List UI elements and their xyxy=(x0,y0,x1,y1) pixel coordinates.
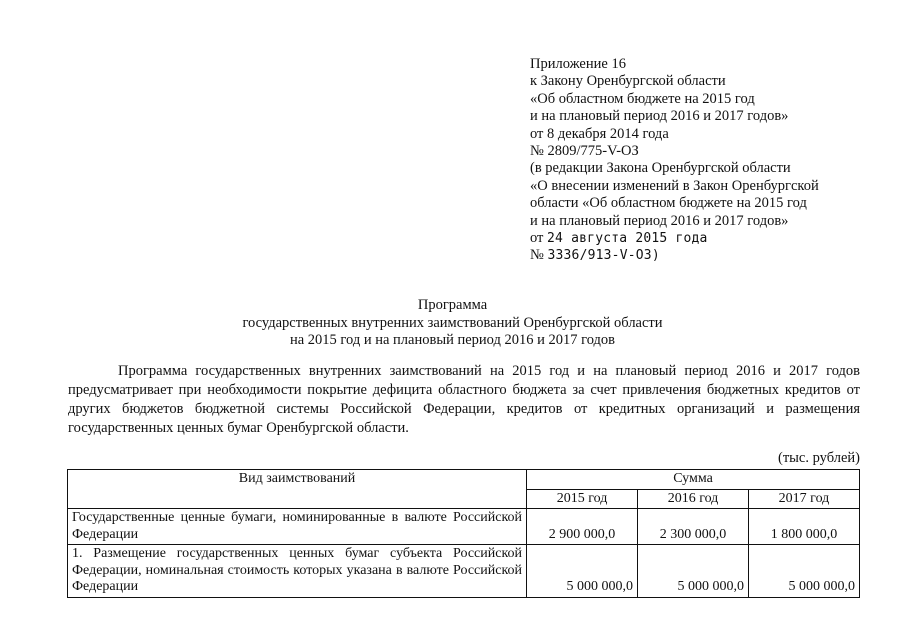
appendix-line: и на плановый период 2016 и 2017 годов» xyxy=(530,108,789,125)
table-row xyxy=(68,545,860,598)
amendment-number: 3336/913-V-ОЗ) xyxy=(547,248,660,264)
appendix-header xyxy=(530,56,819,265)
intro-paragraph: Программа государственных внутренних заимствований на 2015 год и на плановый период 2016 и 2017 годов предусматривает при необходимости покрытие дефицита областного бюджета за счет привлечения бюджетных кредитов от других бюджетов бюджетной системы Российской Федерации, кредитов от кредитных организаций и размещения государственных ценных бумаг Оренбургской области. xyxy=(68,363,860,436)
header-year-2017: 2017 год xyxy=(748,489,859,509)
row-label: 1. Размещение государственных ценных бумаг субъекта Российской Федерации, номинальная стоимость которых указана в валюте Российской Федерации xyxy=(68,545,527,598)
title-line-3: на 2015 год и на плановый период 2016 и 2017 годов xyxy=(289,332,616,348)
row-label: Государственные ценные бумаги, номинированные в валюте Российской Федерации xyxy=(68,509,527,545)
appendix-line: «Об областном бюджете на 2015 год xyxy=(530,90,755,107)
row-value-2015: 5 000 000,0 xyxy=(527,545,638,598)
table-header-row xyxy=(68,470,860,490)
borrowings-table xyxy=(67,469,860,598)
appendix-line: Приложение 16 xyxy=(530,56,626,72)
row-value-2015: 2 900 000,0 xyxy=(527,509,638,545)
row-value-2016: 5 000 000,0 xyxy=(638,545,749,598)
appendix-line: (в редакции Закона Оренбургской области xyxy=(530,160,791,177)
header-kind: Вид заимствований xyxy=(68,470,527,509)
units-label: (тыс. рублей) xyxy=(778,450,860,466)
document-title xyxy=(0,297,905,350)
header-sum: Сумма xyxy=(527,470,860,490)
row-value-2017: 1 800 000,0 xyxy=(748,509,859,545)
table-row xyxy=(68,509,860,545)
row-value-2016: 2 300 000,0 xyxy=(638,509,749,545)
amendment-number-line xyxy=(530,247,819,264)
amendment-number-prefix: № xyxy=(530,247,548,264)
appendix-line: области «Об областном бюджете на 2015 год xyxy=(530,195,807,212)
appendix-line: к Закону Оренбургской области xyxy=(530,73,726,90)
appendix-line: № 2809/775-V-ОЗ xyxy=(530,143,639,160)
amendment-date: 24 августа 2015 года xyxy=(547,231,708,247)
appendix-line: от 8 декабря 2014 года xyxy=(530,125,669,142)
header-year-2015: 2015 год xyxy=(527,489,638,509)
header-year-2016: 2016 год xyxy=(638,489,749,509)
title-line-1: Программа xyxy=(417,297,488,313)
appendix-line: «О внесении изменений в Закон Оренбургской xyxy=(530,177,819,194)
amendment-date-line xyxy=(530,230,819,247)
title-line-2: государственных внутренних заимствований Оренбургской области xyxy=(242,314,663,331)
row-value-2017: 5 000 000,0 xyxy=(748,545,859,598)
amendment-date-prefix: от xyxy=(530,230,548,247)
appendix-line: и на плановый период 2016 и 2017 годов» xyxy=(530,212,789,229)
